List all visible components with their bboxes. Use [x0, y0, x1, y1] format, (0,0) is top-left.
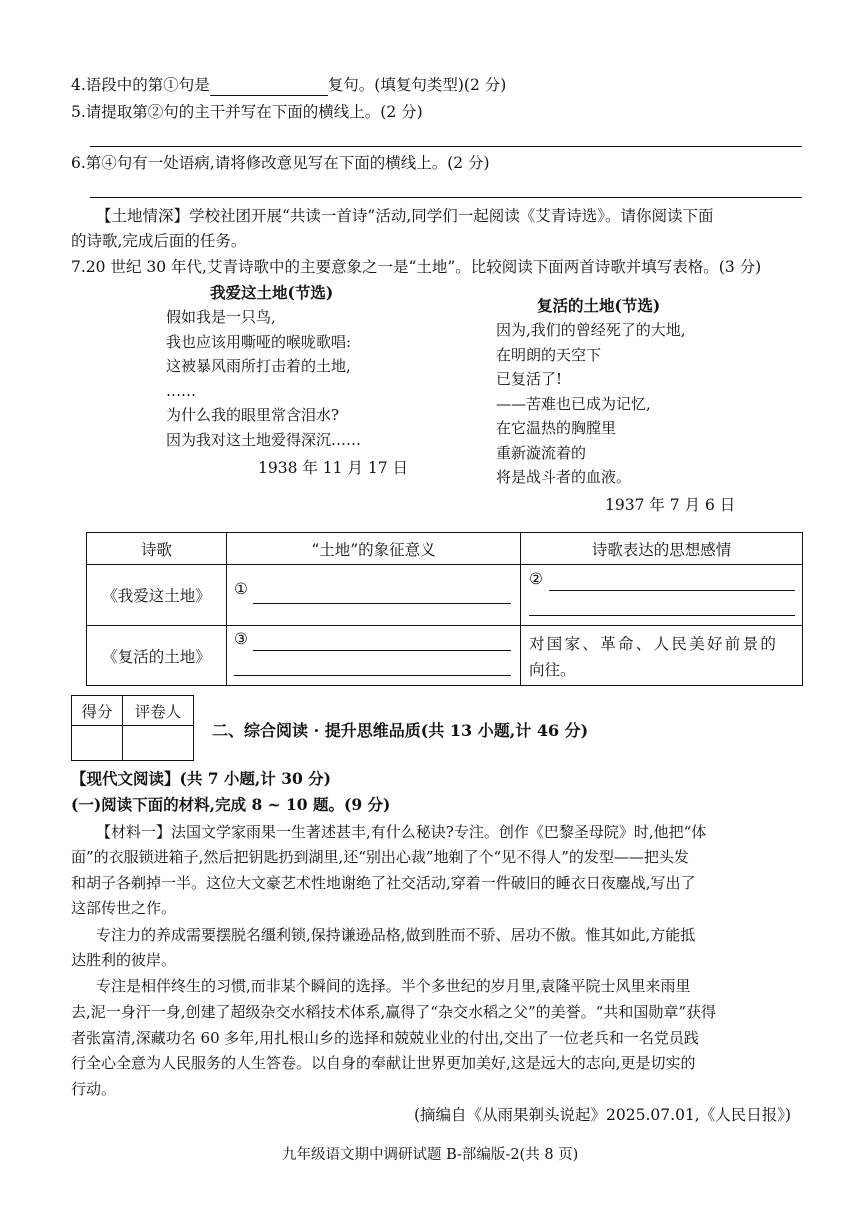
material1-p3-line: 行动。	[71, 1080, 117, 1098]
section2-title: 二、综合阅读 · 提升思维品质(共 13 小题,计 46 分)	[212, 721, 589, 740]
table-cell-answer-1[interactable]	[227, 565, 521, 626]
material1-p1-line: 【材料一】法国文学家雨果一生著述甚丰,有什么秘诀?专注。创作《巴黎圣母院》时,他把“体	[96, 823, 707, 841]
table-cell-answer-2[interactable]	[521, 565, 803, 626]
material1-p2-line: 专注力的养成需要摆脱名缰利锁,保持谦逊品格,做到胜而不骄、居功不傲。惟其如此,方能抵	[96, 926, 696, 944]
material1-p3-line: 者张富清,深藏功名 60 多年,用扎根山乡的选择和兢兢业业的付出,交出了一位老兵和一名党员践	[71, 1029, 699, 1047]
poem1-body	[166, 305, 361, 452]
material1-p1-line: 面”的衣服锁进箱子,然后把钥匙扔到湖里,还“别出心裁”地剃了个“见不得人”的发型——把头发	[71, 848, 689, 866]
answer-line-2b[interactable]	[529, 615, 795, 616]
table-cell-answer-3[interactable]	[227, 626, 521, 686]
score-box-grader-cell[interactable]	[123, 726, 194, 761]
poem1-line: ……	[166, 381, 196, 400]
question-5: 5.请提取第②句的主干并写在下面的横线上。(2 分)	[71, 103, 423, 121]
table-row	[87, 565, 803, 626]
poem1-date: 1938 年 11 月 17 日	[258, 459, 409, 477]
poem1-line: 为什么我的眼里常含泪水?	[166, 406, 340, 424]
poem1-line: 这被暴风雨所打击着的土地,	[166, 357, 351, 375]
poem2-line: 在明朗的天空下	[496, 345, 602, 364]
score-box-grader-label: 评卷人	[123, 696, 194, 726]
score-box-score-cell[interactable]	[72, 726, 123, 761]
page-footer: 九年级语文期中调研试题 B-部编版-2(共 8 页)	[282, 1147, 579, 1163]
table-header-emotion: 诗歌表达的思想感情	[521, 533, 803, 565]
answer-marker-3: ③	[234, 630, 248, 648]
table-cell-poem2: 《复活的土地》	[87, 626, 227, 686]
poem2-body	[496, 318, 686, 490]
poem2-line: ——苦难也已成为记忆,	[496, 394, 651, 413]
emotion-answer-line2: 向往。	[529, 661, 576, 679]
poem1-line: 因为我对这土地爱得深沉……	[166, 430, 362, 449]
poem2-line: 重新漩流着的	[496, 443, 587, 462]
question-7: 7.20 世纪 30 年代,艾青诗歌中的主要意象之一是“土地”。比较阅读下面两首诗歌并填写表格。(3 分)	[71, 258, 762, 276]
material1-p3-line: 去,泥一身汗一身,创建了超级杂交水稻技术体系,赢得了“杂交水稻之父”的美誉。“共和国勋章”获得	[71, 1003, 716, 1021]
material1-p1-line: 和胡子各剃掉一半。这位大文豪艺术性地谢绝了社交活动,穿着一件破旧的睡衣日夜鏖战,写出了	[71, 874, 696, 892]
question-6: 6.第④句有一处语病,请将修改意见写在下面的横线上。(2 分)	[71, 154, 490, 172]
poem2-date: 1937 年 7 月 6 日	[605, 496, 736, 514]
answer-line-3b[interactable]	[234, 675, 511, 676]
material1-p2-line: 达胜利的彼岸。	[71, 951, 177, 969]
table-header-row	[87, 533, 803, 565]
question-6-answer-line[interactable]	[90, 197, 802, 198]
table-cell-emotion-2	[521, 626, 803, 686]
score-box-score-label: 得分	[72, 696, 123, 726]
score-box	[71, 695, 194, 761]
table-row	[87, 626, 803, 686]
poem1-line: 我也应该用嘶哑的喉咙歌唱:	[166, 332, 352, 351]
table-cell-poem1: 《我爱这土地》	[87, 565, 227, 626]
poem1-title: 我爱这土地(节选)	[210, 283, 334, 302]
material1-source: (摘编自《从雨果剃头说起》2025.07.01,《人民日报》)	[414, 1106, 792, 1124]
question-4-prefix: 4.语段中的第①句是	[71, 76, 210, 94]
section2-subtitle-2: (一)阅读下面的材料,完成 8 ~ 10 题。(9 分)	[71, 795, 391, 814]
material1-p1-line: 这部传世之作。	[71, 899, 177, 917]
material1-p3-line: 行全心全意为人民服务的人生答卷。以自身的奉献让世界更加美好,这是远大的志向,更是切实的	[71, 1054, 696, 1072]
question-5-answer-line[interactable]	[90, 146, 802, 147]
section2-subtitle-1: 【现代文阅读】(共 7 小题,计 30 分)	[71, 769, 332, 788]
poem2-title: 复活的土地(节选)	[537, 296, 661, 315]
poem2-line: 将是战斗者的血液。	[496, 468, 632, 486]
intro-line-2: 的诗歌,完成后面的任务。	[71, 232, 247, 250]
answer-line-2a[interactable]	[549, 590, 795, 591]
intro-line-1: 【土地情深】学校社团开展“共读一首诗”活动,同学们一起阅读《艾青诗选》。请你阅读下面	[96, 207, 714, 225]
answer-marker-1: ①	[234, 580, 248, 598]
question-4	[71, 74, 506, 96]
poem2-line: 因为,我们的曾经死了的大地,	[496, 321, 686, 339]
emotion-answer-line1: 对国家、革命、人民美好前景的	[529, 635, 779, 653]
poem2-line: 在它温热的胸膛里	[496, 419, 617, 437]
poem1-line: 假如我是一只鸟,	[166, 308, 276, 326]
question-4-blank[interactable]	[210, 79, 328, 96]
table-header-poem: 诗歌	[87, 533, 227, 565]
answer-marker-2: ②	[529, 570, 543, 588]
question-4-suffix: 复句。(填复句类型)(2 分)	[327, 76, 507, 94]
poem2-line: 已复活了!	[496, 370, 563, 388]
answer-line-1[interactable]	[253, 603, 511, 604]
material1-p3-line: 专注是相伴终生的习惯,而非某个瞬间的选择。半个多世纪的岁月里,袁隆平院士风里来雨里	[96, 977, 691, 995]
answer-line-3a[interactable]	[253, 650, 511, 651]
comparison-table	[86, 532, 803, 686]
table-header-symbol: “土地”的象征意义	[227, 533, 521, 565]
